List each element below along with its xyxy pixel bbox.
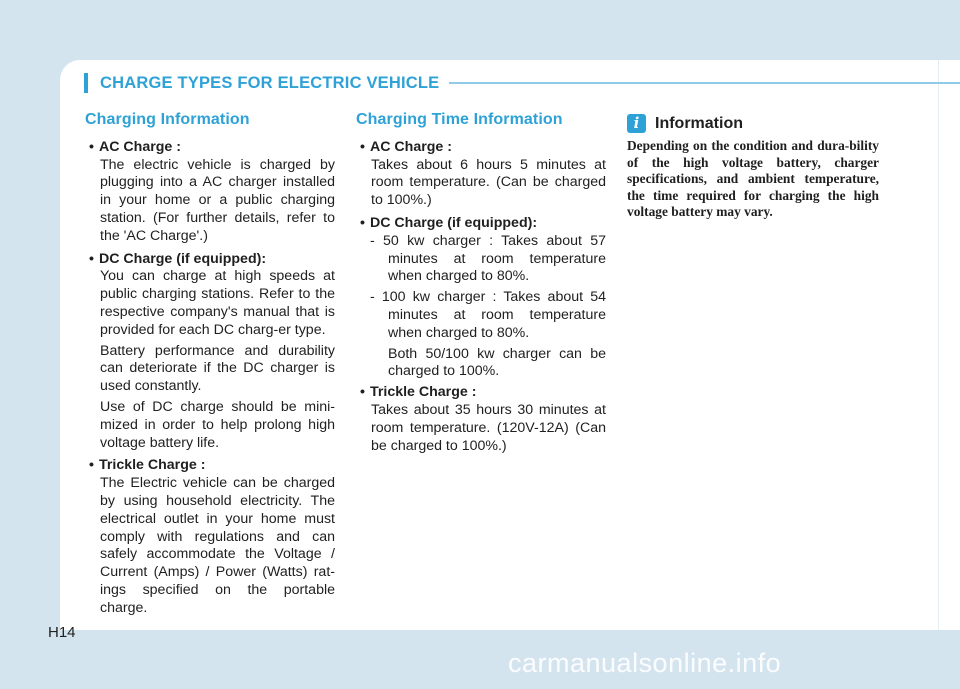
section-header — [84, 73, 960, 93]
watermark: carmanualsonline.info — [508, 648, 782, 678]
information-header — [627, 114, 879, 133]
dc-charge-text-2: Battery performance and durability can deteriorate if the DC charger is used constantly. — [100, 342, 335, 395]
information-box — [627, 108, 879, 221]
time-trickle-charge-text: Takes about 35 hours 30 minutes at room temperature. (120V-12A) (Can be charged to 100%.) — [371, 401, 606, 454]
information-title: Information — [655, 114, 743, 132]
info-icon: i — [627, 114, 646, 133]
page-number: H14 — [48, 624, 76, 641]
time-dc-charge-label: • DC Charge (if equipped): — [360, 215, 606, 233]
trickle-charge-label: • Trickle Charge : — [89, 457, 335, 475]
ac-charge-label: • AC Charge : — [89, 139, 335, 157]
dc-charge-text-1: You can charge at high speeds at public charging stations. Refer to the respective company's manual that is provided for each DC charg-er type. — [100, 268, 335, 338]
time-ac-charge-text: Takes about 6 hours 5 minutes at room temperature. (Can be charged to 100%.) — [371, 156, 606, 209]
column-charging-information — [83, 108, 335, 621]
dc-charge-text-3: Use of DC charge should be mini-mized in order to help prolong high voltage battery life. — [100, 398, 335, 451]
section-title: CHARGE TYPES FOR ELECTRIC VEHICLE — [100, 73, 440, 92]
time-trickle-charge-label: • Trickle Charge : — [360, 384, 606, 402]
dc-both-text: Both 50/100 kw charger can be charged to 100%. — [388, 345, 606, 380]
section-header-rule — [449, 82, 960, 84]
trickle-charge-text: The Electric vehicle can be charged by using household electricity. The electrical outlet in your home must comply with regulations and can safely accommodate the Voltage / Current (Amps) / Power (Watts) rat-ings specified on the portable charge. — [100, 475, 335, 616]
information-text: Depending on the condition and dura-bility of the high voltage battery, charger specifications, and ambient temperature, the time required for charging the high voltage battery may vary. — [627, 138, 879, 219]
dc-50kw-text: - 50 kw charger : Takes about 57 minutes at room temperature when charged to 80%. — [370, 232, 606, 285]
time-ac-charge-label: • AC Charge : — [360, 139, 606, 157]
charging-time-heading: Charging Time Information — [356, 111, 563, 128]
column-charging-time — [354, 108, 606, 458]
charging-information-heading: Charging Information — [85, 111, 250, 128]
ac-charge-text: The electric vehicle is charged by plugging into a AC charger installed in your home or a public charging station. (For further details, refer to the 'AC Charge'.) — [100, 156, 335, 244]
dc-100kw-text: - 100 kw charger : Takes about 54 minutes at room temperature when charged to 80%. — [370, 289, 606, 341]
page-right-margin — [938, 60, 960, 630]
dc-charge-label: • DC Charge (if equipped): — [89, 251, 335, 269]
section-header-accent — [84, 73, 88, 93]
